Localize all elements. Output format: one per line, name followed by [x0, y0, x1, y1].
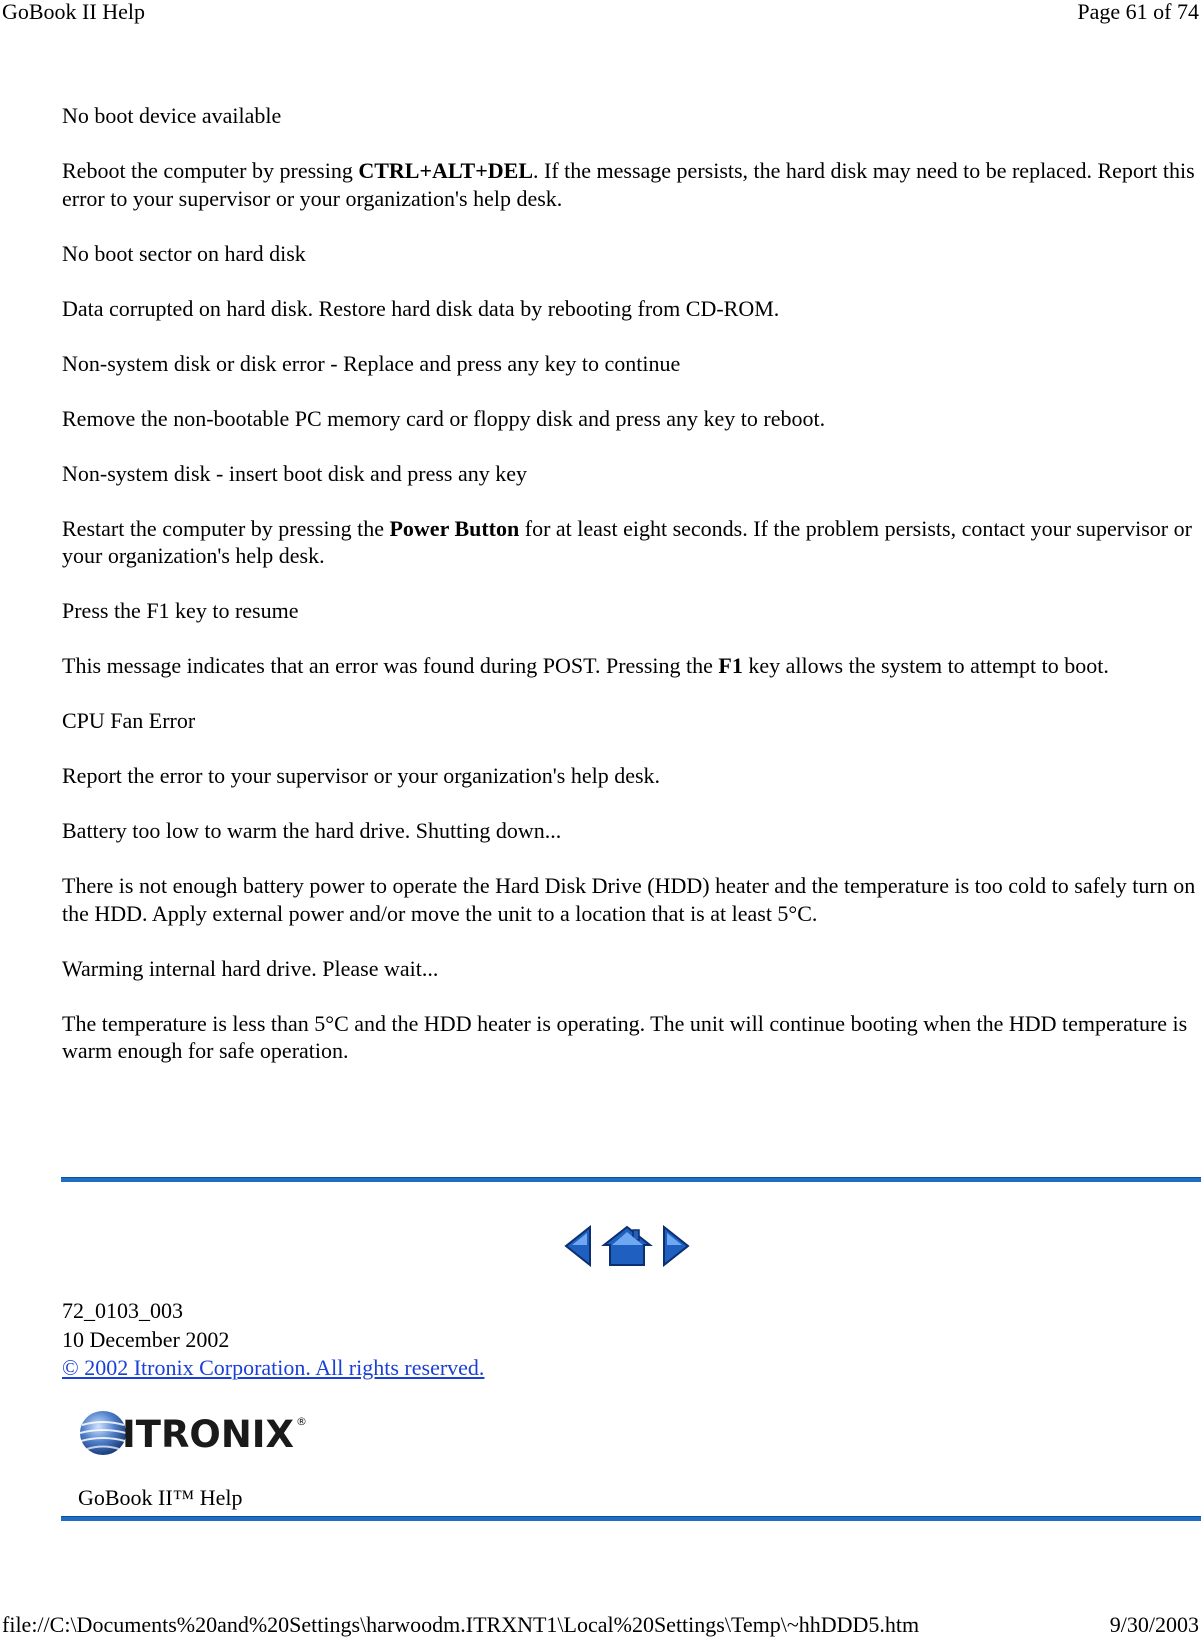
- document-title: GoBook II Help: [2, 0, 145, 24]
- error-resolution: Report the error to your supervisor or your organization's help desk.: [62, 763, 661, 788]
- home-icon[interactable]: [601, 1225, 653, 1267]
- error-message: CPU Fan Error: [62, 708, 196, 733]
- error-messages-content: [62, 102, 1201, 1065]
- document-id: 72_0103_003: [62, 1298, 183, 1323]
- document-info: [62, 1297, 484, 1383]
- divider-rule: [61, 1177, 1201, 1182]
- error-message: No boot device available: [62, 103, 282, 128]
- error-resolution: There is not enough battery power to operate the Hard Disk Drive (HDD) heater and the temperature is too cold to safely turn on the HDD. Apply external power and/or move the unit to a location that is at least 5°C.: [62, 873, 1196, 926]
- file-path: file://C:\Documents%20and%20Settings\harwoodm.ITRXNT1\Local%20Settings\Temp\~hhDDD5.htm: [2, 1612, 920, 1637]
- globe-icon: [80, 1411, 126, 1455]
- error-resolution: Reboot the computer by pressing CTRL+ALT+DEL. If the message persists, the hard disk may need to be replaced. Report this error to your supervisor or your organization's help desk.: [62, 158, 1195, 211]
- print-date: 9/30/2003: [1109, 1612, 1199, 1637]
- revision-date: 10 December 2002: [62, 1326, 230, 1352]
- next-arrow-icon[interactable]: [661, 1225, 691, 1267]
- error-message: Press the F1 key to resume: [62, 598, 299, 623]
- logo-wordmark: ITRONIX: [122, 1413, 294, 1456]
- error-message: Non-system disk or disk error - Replace and press any key to continue: [62, 350, 681, 376]
- error-message: Warming internal hard drive. Please wait...: [62, 955, 439, 981]
- navigation-bar: [563, 1224, 698, 1268]
- product-name: GoBook II™ Help: [78, 1485, 243, 1510]
- registered-mark: ®: [296, 1415, 307, 1428]
- button-name: Power Button: [389, 515, 520, 541]
- error-message: Battery too low to warm the hard drive. Shutting down...: [62, 818, 562, 843]
- key-combination: CTRL+ALT+DEL: [358, 158, 533, 183]
- itronix-logo: [78, 1408, 314, 1458]
- error-resolution: This message indicates that an error was found during POST. Pressing the F1 key allows the system to attempt to boot.: [62, 653, 1109, 678]
- page-number: Page 61 of 74: [1077, 0, 1199, 24]
- copyright-link[interactable]: © 2002 Itronix Corporation. All rights reserved.: [62, 1355, 485, 1380]
- previous-arrow-icon[interactable]: [563, 1225, 593, 1267]
- footer-rule: [61, 1516, 1201, 1521]
- error-resolution: Data corrupted on hard disk. Restore hard disk data by rebooting from CD-ROM.: [62, 295, 780, 321]
- error-resolution: Remove the non-bootable PC memory card or floppy disk and press any key to reboot.: [62, 405, 826, 431]
- error-message: No boot sector on hard disk: [62, 240, 306, 266]
- key-name: F1: [718, 653, 743, 678]
- error-resolution: The temperature is less than 5°C and the HDD heater is operating. The unit will continue booting when the HDD temperature is warm enough for safe operation.: [62, 1010, 1188, 1063]
- error-resolution: Restart the computer by pressing the Power Button for at least eight seconds. If the problem persists, contact your supervisor or your organization's help desk.: [62, 515, 1192, 568]
- error-message: Non-system disk - insert boot disk and press any key: [62, 460, 527, 486]
